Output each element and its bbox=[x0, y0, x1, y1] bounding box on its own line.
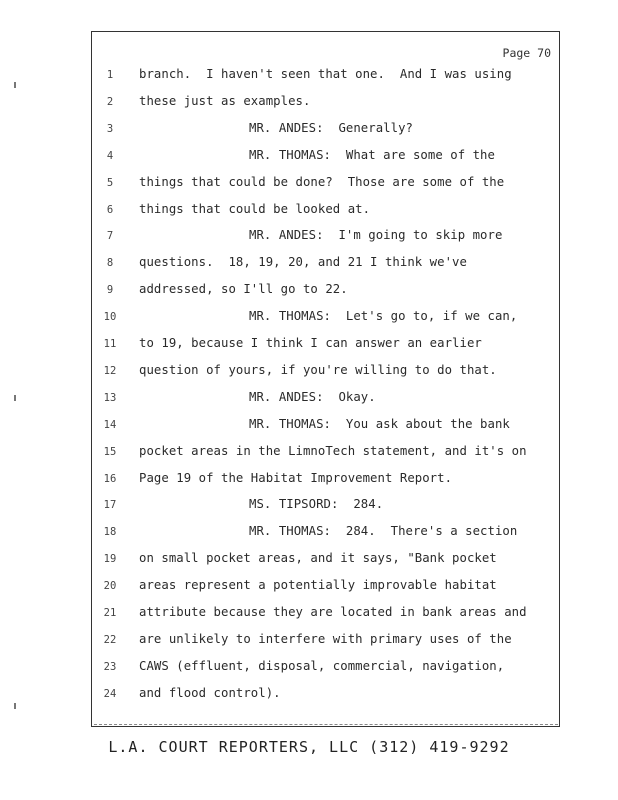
transcript-line bbox=[92, 362, 559, 382]
line-number: 22 bbox=[103, 633, 117, 646]
line-number: 18 bbox=[103, 526, 117, 539]
line-number: 12 bbox=[103, 364, 117, 377]
line-number: 4 bbox=[106, 149, 114, 162]
line-text: MR. THOMAS: You ask about the bank bbox=[249, 416, 510, 431]
transcript-line bbox=[92, 631, 559, 651]
line-text: MR. ANDES: I'm going to skip more bbox=[249, 228, 503, 243]
transcript-line bbox=[92, 416, 559, 436]
line-text: are unlikely to interfere with primary uses of the bbox=[139, 631, 512, 646]
line-text: MS. TIPSORD: 284. bbox=[249, 497, 384, 512]
line-number: 5 bbox=[106, 176, 114, 189]
line-text: Page 19 of the Habitat Improvement Report. bbox=[139, 470, 453, 485]
transcript-line bbox=[92, 577, 559, 597]
transcript-line bbox=[92, 308, 559, 328]
transcript-line bbox=[92, 227, 559, 247]
line-number: 23 bbox=[103, 660, 117, 673]
line-number: 24 bbox=[103, 687, 117, 700]
transcript-line bbox=[92, 604, 559, 624]
transcript-line bbox=[92, 550, 559, 570]
line-text: things that could be done? Those are some of the bbox=[139, 174, 505, 189]
line-number: 7 bbox=[106, 230, 114, 243]
line-number: 8 bbox=[106, 257, 114, 270]
line-number: 16 bbox=[103, 472, 117, 485]
line-number: 19 bbox=[103, 553, 117, 566]
line-number: 3 bbox=[106, 122, 114, 135]
line-text: things that could be looked at. bbox=[139, 201, 371, 216]
line-text: and flood control). bbox=[139, 685, 281, 700]
line-text: pocket areas in the LimnoTech statement, and it's on bbox=[139, 443, 527, 458]
transcript-line bbox=[92, 470, 559, 490]
transcript-line bbox=[92, 443, 559, 463]
line-number: 20 bbox=[103, 580, 117, 593]
transcript-line bbox=[92, 523, 559, 543]
scan-artifact-line bbox=[94, 724, 558, 727]
transcript-line bbox=[92, 201, 559, 221]
line-number: 1 bbox=[106, 69, 114, 81]
line-number: 15 bbox=[103, 445, 117, 458]
transcript-line bbox=[92, 496, 559, 516]
line-text: MR. THOMAS: Let's go to, if we can, bbox=[249, 309, 518, 324]
transcript-line bbox=[92, 658, 559, 678]
line-text: questions. 18, 19, 20, and 21 I think we've bbox=[139, 255, 467, 270]
line-number: 9 bbox=[106, 284, 114, 297]
transcript-line bbox=[92, 174, 559, 194]
line-text: MR. THOMAS: What are some of the bbox=[249, 147, 495, 162]
line-text: to 19, because I think I can answer an earlier bbox=[139, 336, 482, 350]
page-number: Page 70 bbox=[502, 46, 551, 60]
line-text: attribute because they are located in bank areas and bbox=[139, 605, 527, 619]
line-text: MR. ANDES: Generally? bbox=[249, 120, 413, 135]
transcript-line bbox=[92, 254, 559, 274]
line-text: on small pocket areas, and it says, "Bank pocket bbox=[139, 551, 497, 566]
margin-mark bbox=[14, 395, 16, 401]
transcript-line bbox=[92, 281, 559, 301]
transcript-line bbox=[92, 147, 559, 167]
transcript-line bbox=[92, 93, 559, 113]
line-text: CAWS (effluent, disposal, commercial, navigation, bbox=[139, 658, 505, 673]
line-text: branch. I haven't seen that one. And I was using bbox=[139, 67, 512, 81]
line-number: 11 bbox=[103, 338, 117, 350]
margin-mark bbox=[14, 82, 16, 88]
transcript-line bbox=[92, 335, 559, 355]
line-number: 13 bbox=[103, 391, 117, 404]
transcript-line bbox=[92, 389, 559, 409]
line-text: MR. THOMAS: 284. There's a section bbox=[249, 524, 518, 539]
line-number: 17 bbox=[103, 499, 117, 512]
line-text: MR. ANDES: Okay. bbox=[249, 389, 376, 404]
line-text: question of yours, if you're willing to do that. bbox=[139, 362, 497, 377]
line-number: 10 bbox=[103, 311, 117, 324]
line-text: these just as examples. bbox=[139, 93, 311, 108]
line-text: areas represent a potentially improvable habitat bbox=[139, 578, 497, 593]
line-number: 21 bbox=[103, 607, 117, 619]
line-number: 6 bbox=[106, 203, 114, 216]
line-text: addressed, so I'll go to 22. bbox=[139, 282, 348, 297]
margin-mark bbox=[14, 703, 16, 709]
transcript-page bbox=[91, 31, 560, 727]
footer-reporter: L.A. COURT REPORTERS, LLC (312) 419-9292 bbox=[108, 738, 510, 756]
transcript-line bbox=[92, 685, 559, 705]
transcript-line bbox=[92, 66, 559, 86]
transcript-line bbox=[92, 120, 559, 140]
line-number: 14 bbox=[103, 418, 117, 431]
line-number: 2 bbox=[106, 95, 114, 108]
